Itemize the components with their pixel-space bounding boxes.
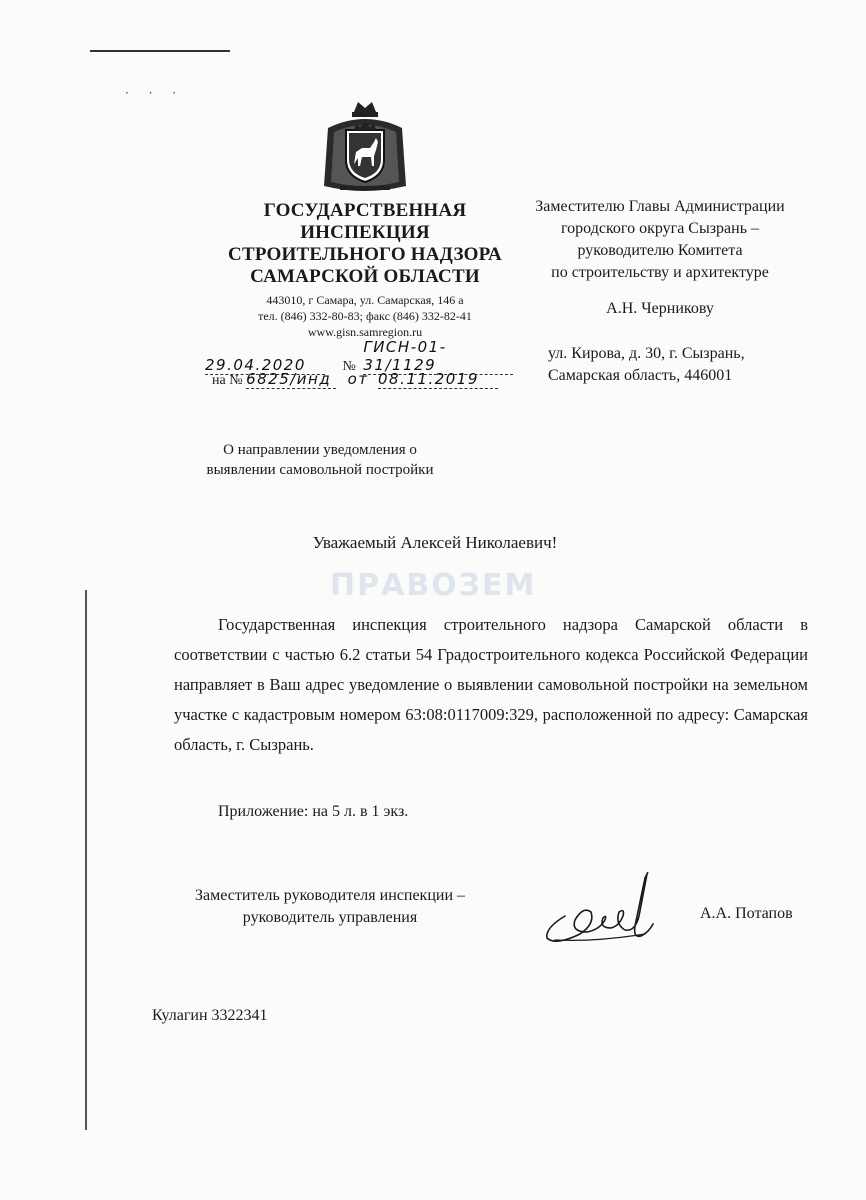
scan-artifact-margin-line [85,590,87,1130]
organization-contacts [240,292,490,340]
registration-line [205,338,535,374]
addressee-line: руководителю Комитета [577,242,743,259]
reg-number-label: № [342,359,356,374]
letter-subject [185,440,455,480]
ref-number: 6825/инд [246,370,336,389]
org-name-line: ИНСПЕКЦИЯ [300,222,430,243]
subject-line: О направлении уведомления о [223,442,417,458]
org-name-line: СТРОИТЕЛЬНОГО НАДЗОРА [228,244,502,265]
attachment-note: Приложение: на 5 л. в 1 экз. [218,803,409,820]
ref-from-label: от [347,370,369,388]
address-line: ул. Кирова, д. 30, г. Сызрань, [548,345,745,362]
org-website: www.gisn.samregion.ru [307,325,423,339]
org-name-line: ГОСУДАРСТВЕННАЯ [263,200,467,221]
ref-date: 08.11.2019 [378,370,498,389]
org-name-line: САМАРСКОЙ ОБЛАСТИ [250,266,480,287]
reference-line [212,370,542,396]
scan-artifact-dots: · · · [125,86,185,100]
signer-title [165,885,495,929]
org-phone-fax: тел. (846) 332-80-83; факс (846) 332-82-41 [258,309,472,323]
addressee-address [548,343,808,387]
executor-info: Кулагин 3322341 [152,1007,268,1024]
reg-date: 29.04.2020 [205,356,325,375]
organization-name [220,200,510,288]
addressee-line: городского округа Сызрань – [561,220,759,237]
addressee-name: А.Н. Черникову [606,300,714,317]
address-line: Самарская область, 446001 [548,367,733,384]
signer-name: А.А. Потапов [700,905,793,922]
signature-icon [535,868,660,948]
letter-body [174,610,808,760]
addressee-block [505,196,815,284]
addressee-line: по строительству и архитектуре [551,264,769,281]
body-paragraph: Государственная инспекция строительного надзора Самарской области в соответствии с частью 6.2 статьи 54 Градостроительного кодекса Российской Федерации направляет в Ваш адрес уведомление о выявлении самовольной постройки на земельном участке с кадастровым номером 63:08:0117009:329, расположенной по адресу: Самарская область, г. Сызрань. [174,615,808,754]
watermark: ПРАВОЗЕМ [330,568,537,603]
org-address: 443010, г Самара, ул. Самарская, 146 а [266,293,464,307]
signer-title-line: руководитель управления [242,909,418,926]
greeting: Уважаемый Алексей Николаевич! [312,533,558,552]
scan-artifact-line [90,50,230,52]
reg-number: ГИСН-01-31/1129 [363,338,513,375]
addressee-line: Заместителю Главы Администрации [535,198,785,215]
ref-label: на № [212,373,243,388]
subject-line: выявлении самовольной постройки [206,462,434,478]
coat-of-arms-icon [320,98,410,198]
signer-title-line: Заместитель руководителя инспекции – [195,887,465,904]
